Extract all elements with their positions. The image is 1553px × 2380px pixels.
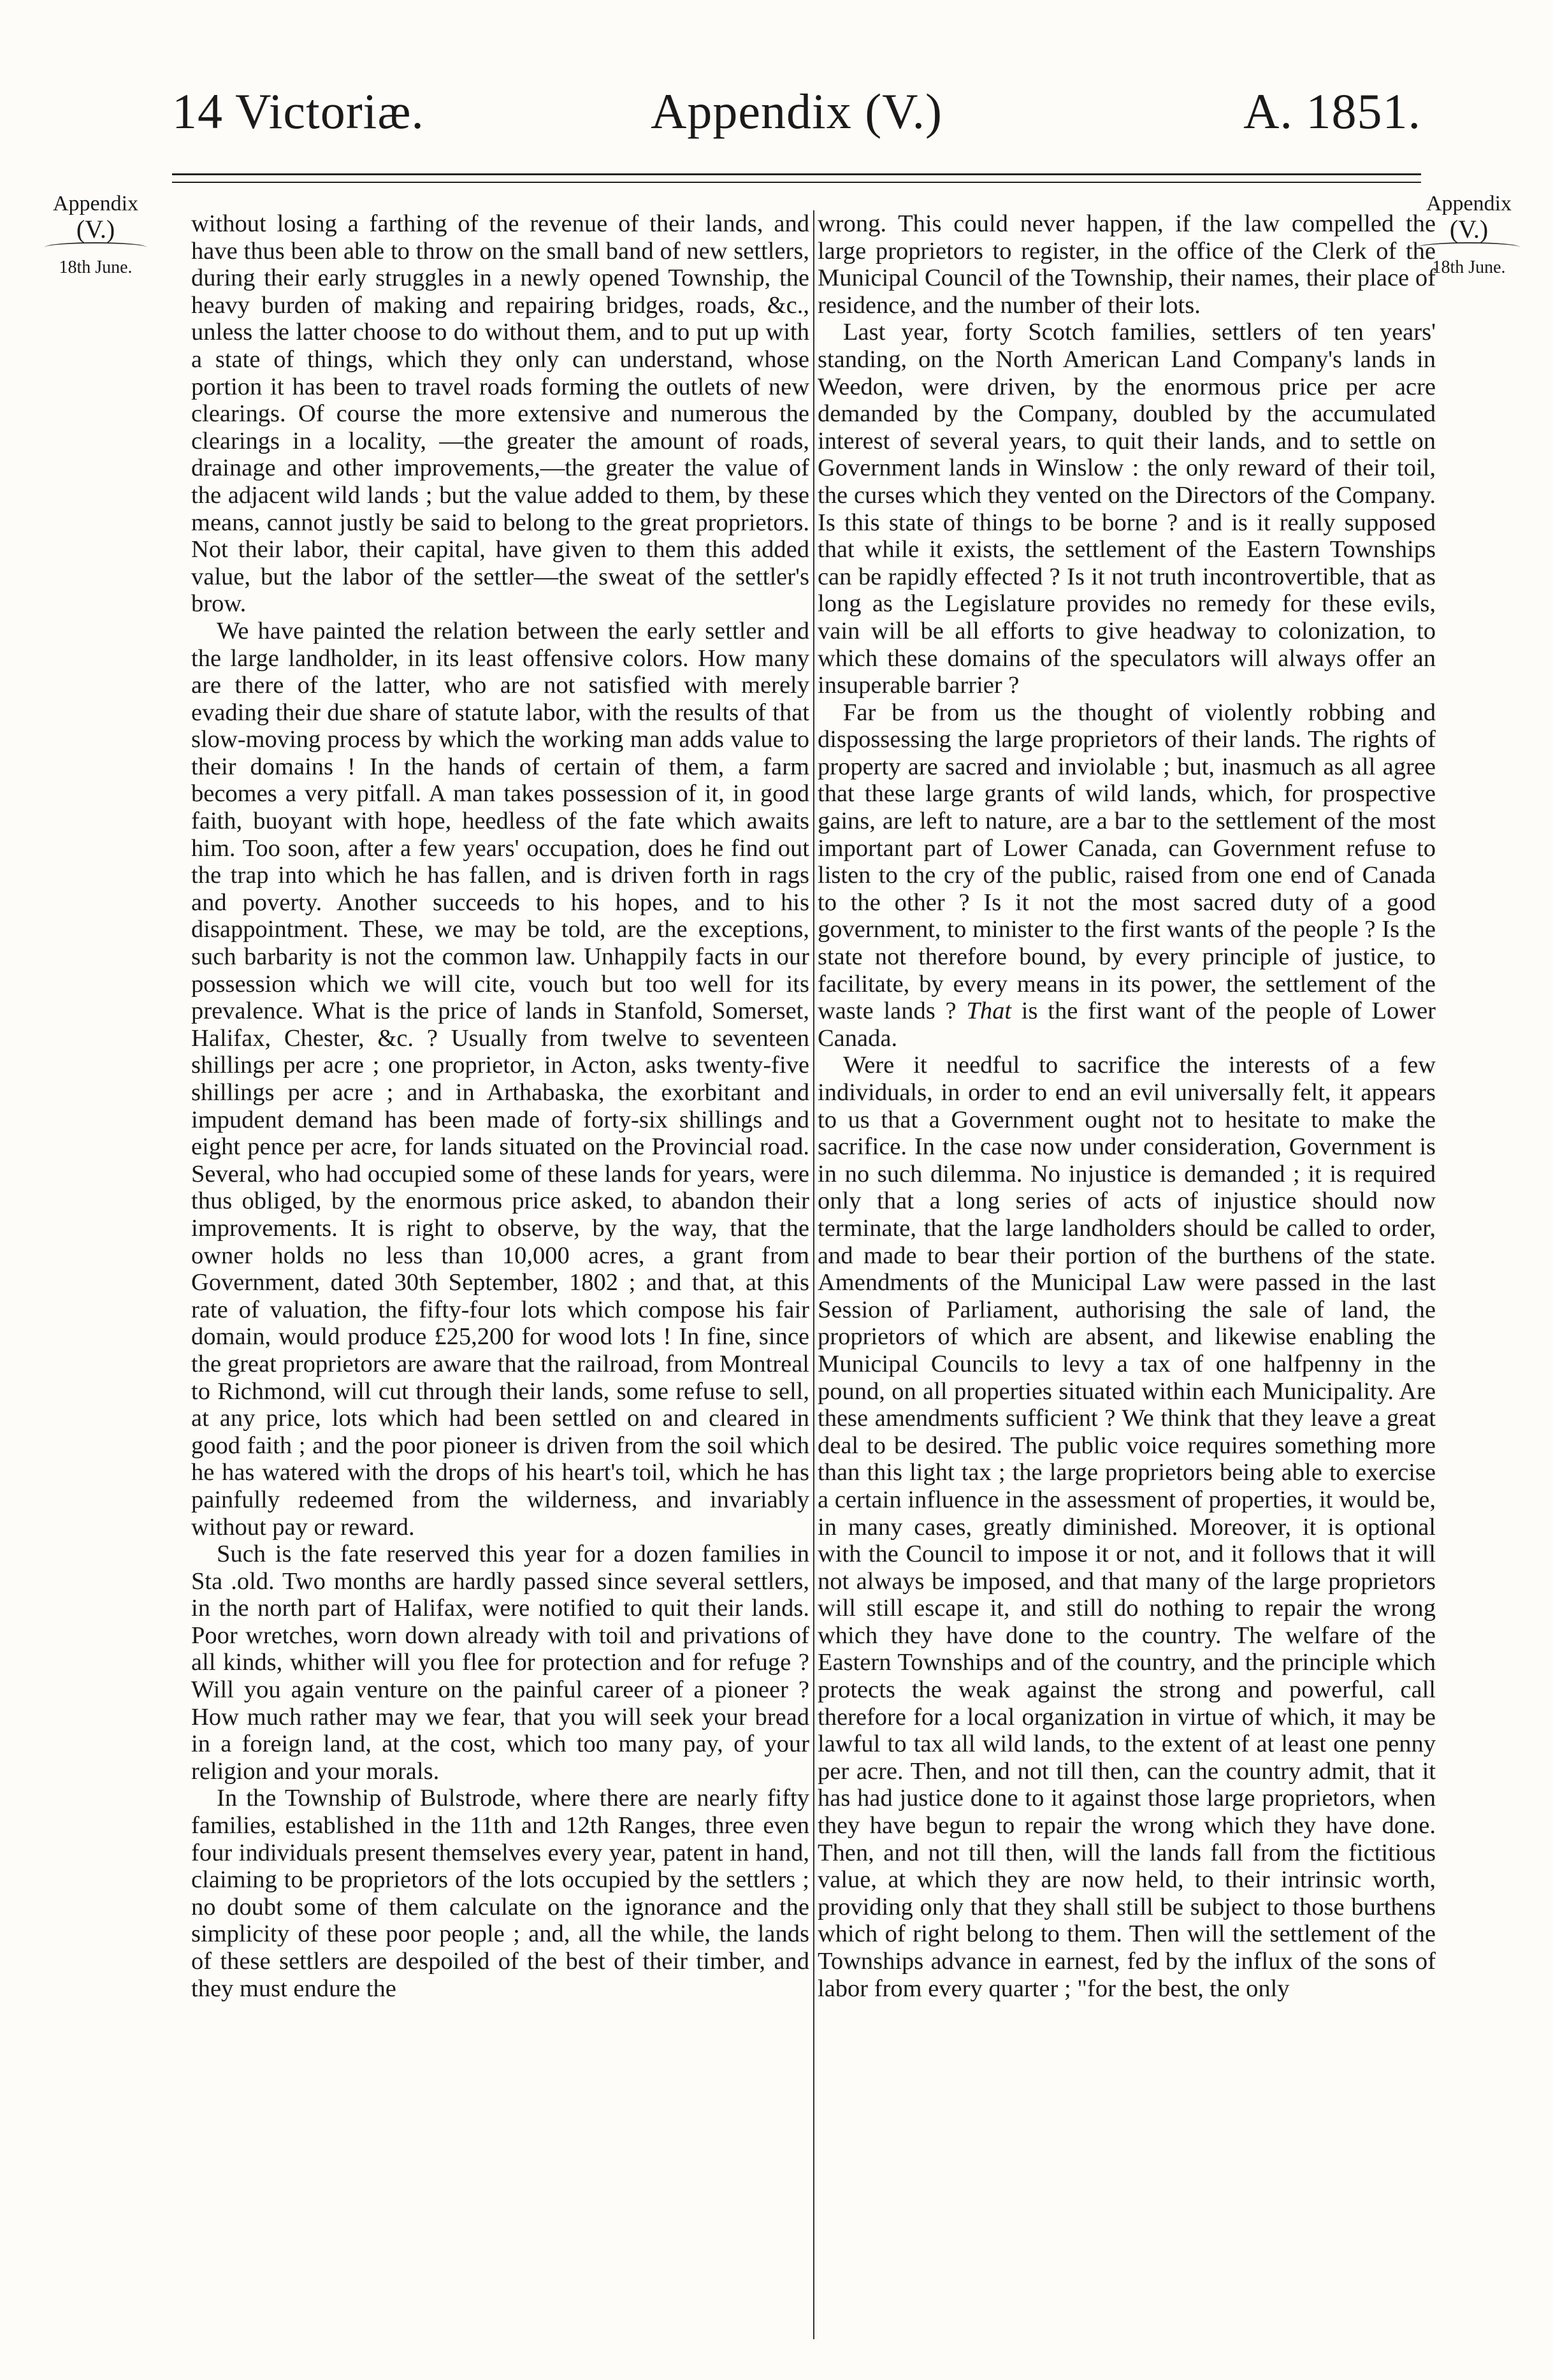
margin-note-number: (V.)	[76, 215, 115, 243]
right-column	[818, 210, 1436, 2352]
paragraph: In the Township of Bulstrode, where there are nearly fifty families, established in the 11th and 12th Ranges, three even four individuals present themselves every year, patent in hand, claiming to be proprietors of the lots occupied by the settlers ; no doubt some of them calculate on the ignorance and the simplicity of these poor people ; and, all the while, the lands of these settlers are despoiled of the best of their timber, and they must endure the	[191, 1785, 809, 2002]
header-rule	[172, 173, 1421, 183]
running-header	[172, 83, 1421, 153]
paragraph-text: Far be from us the thought of violently robbing and dispossessing the large proprietors of their lands. The rights of property are sacred and inviolable ; but, inasmuch as all agree that these large grants of wild lands, which, for prospective gains, are left to nature, are a bar to the settlement of the most important part of Lower Canada, can Government refuse to listen to the cry of the public, raised from one end of Canada to the other ? Is it not the most sacred duty of a good government, to minister to the first wants of the people ? Is the state not therefore bound, by every principle of justice, to facilitate, by every means in its power, the settlement of the waste lands ?	[818, 699, 1436, 1025]
emphasis: That	[966, 998, 1012, 1025]
margin-note-date: 18th June.	[59, 258, 133, 277]
header-year: A. 1851.	[1243, 83, 1421, 139]
paragraph: Were it needful to sacrifice the interests of a few individuals, in order to end an evil universally felt, it appears to us that a Government ought not to hesitate to make the sacrifice. In the case now under consideration, Government is in no such dilemma. No injustice is demanded ; it is required only that a long series of acts of injustice should now terminate, that the large landholders should be called to order, and made to bear their portion of the burthens of the state. Amendments of the Municipal Law were passed in the last Session of Parliament, authorising the sale of land, the proprietors of which are absent, and likewise enabling the Municipal Councils to levy a tax of one halfpenny in the pound, on all properties situated within each Municipality. Are these amendments sufficient ? We think that they leave a great deal to be desired. The public voice requires something more than this light tax ; the large proprietors being able to exercise a certain influence in the assessment of properties, it would be, in many cases, greatly diminished. Moreover, it is optional with the Council to impose it or not, and it follows that it will not always be imposed, and that many of the large proprietors will still escape it, and still do nothing to repair the wrong which they have done to the country. The welfare of the Eastern Townships and of the country, and the principle which protects the weak against the strong and powerful, call therefore for a local organization in virtue of which, it may be lawful to tax all wild lands, to the extent of at least one penny per acre. Then, and not till then, can the country admit, that it has had justice done to it against those large proprietors, when they have begun to repair the wrong which they have done. Then, and not till then, will the lands fall from the fictitious value, at which they are now held, to their intrinsic worth, providing only that they shall still be subject to those burthens which of right belong to them. Then will the settlement of the Townships advance in earnest, fed by the influx of the sons of labor from every quarter ; "for the best, the only	[818, 1052, 1436, 2002]
margin-note-date: 18th June.	[1432, 258, 1506, 277]
paragraph: Such is the fate reserved this year for a dozen families in Sta .old. Two months are hardly passed since several settlers, in the north part of Halifax, were notified to quit their lands. Poor wretches, worn down already with toil and privations of all kinds, whither will you flee for protection and for refuge ? Will you again venture on the painful career of a pioneer ? How much rather may we fear, that you will seek your bread in a foreign land, at the cost, which too many pay, of your religion and your morals.	[191, 1541, 809, 1785]
paragraph-text: is the first want of the people of Lower Canada.	[818, 998, 1436, 1052]
paragraph: We have painted the relation between the early settler and the large landholder, in its least offensive colors. How many are there of the latter, who are not satisfied with merely evading their due share of statute labor, with the results of that slow-moving process by which the working man adds value to their domains ! In the hands of certain of them, a farm becomes a very pitfall. A man takes possession of it, in good faith, buoyant with hope, heedless of the fate which awaits him. Too soon, after a few years' occupation, does he find out the trap into which he has fallen, and is driven forth in rags and poverty. Another succeeds to his hopes, and to his disappointment. These, we may be told, are the exceptions, such barbarity is not the common law. Unhappily facts in our possession which we will cite, vouch but too well for its prevalence. What is the price of lands in Stanfold, Somerset, Halifax, Chester, &c. ? Usually from twelve to seventeen shillings per acre ; one proprietor, in Acton, asks twenty-five shillings per acre ; and in Arthabaska, the exorbitant and impudent demand has been made of forty-six shillings and eight pence per acre, for lands situated on the Provincial road. Several, who had occupied some of these lands for years, were thus obliged, by the enormous price asked, to abandon their improvements. It is right to observe, by the way, that the owner holds no less than 10,000 acres, a grant from Government, dated 30th September, 1802 ; and that, at this rate of valuation, the fifty-four lots which compose his fair domain, would produce £25,200 for wood lots ! In fine, since the great proprietors are aware that the railroad, from Montreal to Richmond, will cut through their lands, some refuse to sell, at any price, lots which had been settled on and cleared in good faith ; and the poor pioneer is driven from the soil which he has watered with the drops of his heart's toil, which he has painfully redeemed from the wilderness, and invariably without pay or reward.	[191, 617, 809, 1541]
margin-note-number: (V.)	[1449, 215, 1489, 243]
margin-note-title: Appendix	[1426, 192, 1512, 215]
paragraph: wrong. This could never happen, if the law compelled the large proprietors to register, in the office of the Clerk of the Municipal Council of the Township, their names, their place of residence, and the number of their lots.	[818, 210, 1436, 319]
paragraph	[818, 699, 1436, 1052]
margin-note-left	[32, 191, 159, 280]
header-session: 14 Victoriæ.	[172, 83, 424, 139]
margin-note-title: Appendix	[52, 192, 139, 215]
column-divider	[813, 210, 814, 2339]
header-appendix: Appendix (V.)	[651, 83, 943, 139]
left-column	[191, 210, 809, 2352]
paragraph: without losing a farthing of the revenue of their lands, and have thus been able to throw on the small band of new settlers, during their early struggles in a newly opened Township, the heavy burden of making and repairing bridges, roads, &c., unless the latter choose to do without them, and to put up with a state of things, which they only can understand, whose portion it has been to travel roads forming the outlets of new clearings. Of course the more extensive and numerous the clearings in a locality, —the greater the amount of roads, drainage and other improvements,—the greater the value of the adjacent wild lands ; but the value added to them, by these means, cannot justly be said to belong to the great proprietors. Not their labor, their capital, have given to them this added value, but the labor of the settler—the sweat of the settler's brow.	[191, 210, 809, 618]
margin-brace-icon	[45, 242, 147, 252]
paragraph: Last year, forty Scotch families, settlers of ten years' standing, on the North American Land Company's lands in Weedon, were driven, by the enormous price per acre demanded by the Company, doubled by the accumulated interest of several years, to quit their lands, and to settle on Government lands in Winslow : the only reward of their toil, the curses which they vented on the Directors of the Company. Is this state of things to be borne ? and is it really supposed that while it exists, the settlement of the Eastern Townships can be rapidly effected ? Is it not truth incontrovertible, that as long as the Legislature provides no remedy for these evils, vain will be all efforts to give headway to colonization, to which these domains of the speculators will always offer an insuperable barrier ?	[818, 319, 1436, 699]
